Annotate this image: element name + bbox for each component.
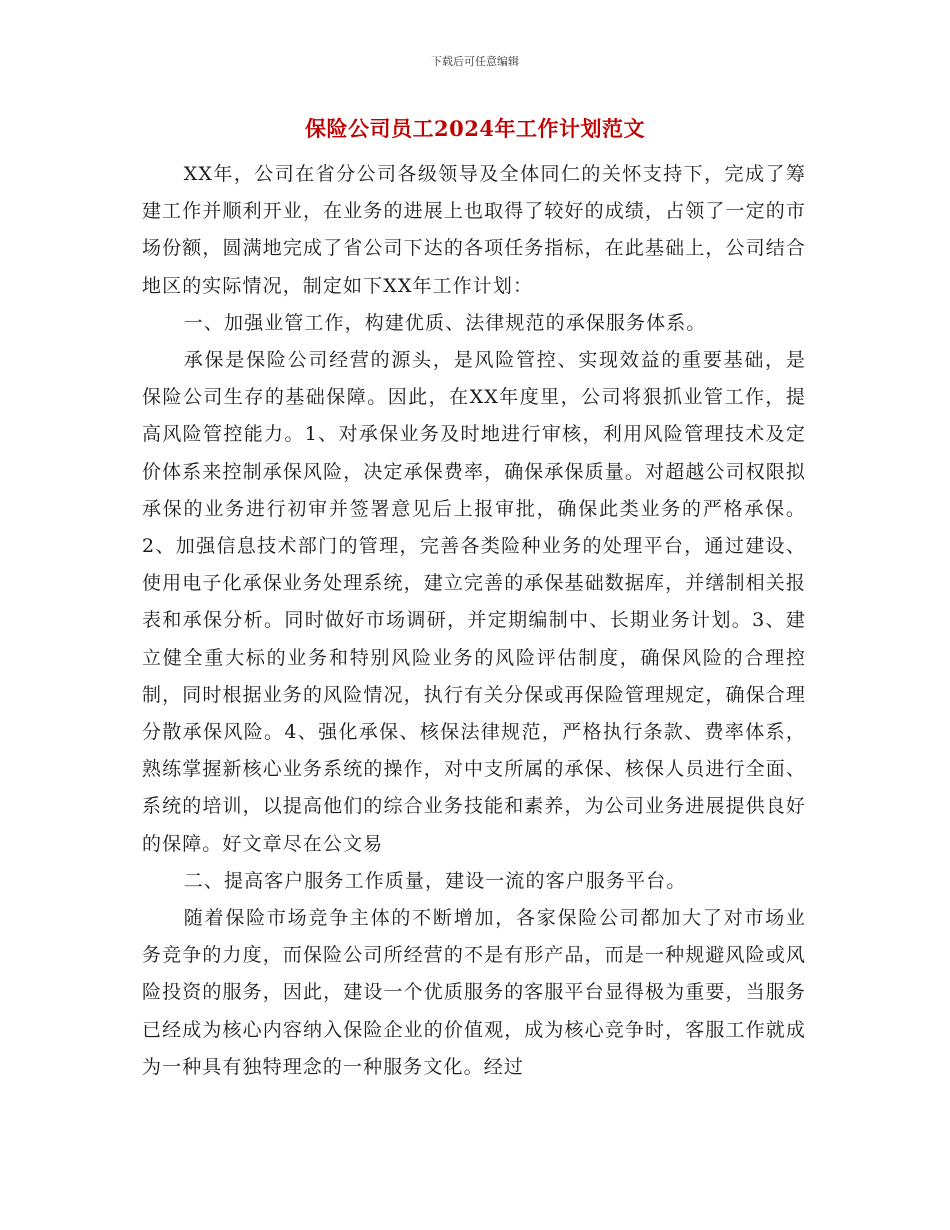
- paragraph-underwriting: 承保是保险公司经营的源头，是风险管控、实现效益的重要基础，是保险公司生存的基础保障。因此，在XX年度里，公司将狠抓业管工作，提高风险管控能力。1、对承保业务及时地进行审核，利用风险管理技术及定价体系来控制承保风险，决定承保费率，确保承保质量。对超越公司权限拟承保的业务进行初审并签署意见后上报审批，确保此类业务的严格承保。2、加强信息技术部门的管理，完善各类险种业务的处理平台，通过建设、使用电子化承保业务处理系统，建立完善的承保基础数据库，并缮制相关报表和承保分析。同时做好市场调研，并定期编制中、长期业务计划。3、建立健全重大标的业务和特别风险业务的风险评估制度，确保风险的合理控制，同时根据业务的风险情况，执行有关分保或再保险管理规定，确保合理分散承保风险。4、强化承保、核保法律规范，严格执行条款、费率体系，熟练掌握新核心业务系统的操作，对中支所属的承保、核保人员进行全面、系统的培训，以提高他们的综合业务技能和素养，为公司业务进展提供良好的保障。好文章尽在公文易: [142, 349, 806, 855]
- header-note: 下载后可任意编辑: [431, 55, 519, 68]
- paragraph-customer-service: 随着保险市场竞争主体的不断增加，各家保险公司都加大了对市场业务竞争的力度，而保险公司所经营的不是有形产品，而是一种规避风险或风险投资的服务，因此，建设一个优质服务的客服平台显得极为重要，当服务已经成为核心内容纳入保险企业的价值观，成为核心竞争时，客服工作就成为一种具有独特理念的一种服务文化。经过: [142, 907, 806, 1078]
- section-heading-2: 二、提高客户服务工作质量，建设一流的客户服务平台。: [183, 869, 687, 892]
- paragraph-intro: XX年，公司在省分公司各级领导及全体同仁的关怀支持下，完成了筹建工作并顺利开业，在业务的进展上也取得了较好的成绩，占领了一定的市场份额，圆满地完成了省公司下达的各项任务指标，在此基础上，公司结合地区的实际情况，制定如下XX年工作计划：: [142, 163, 806, 297]
- document-title: 保险公司员工2024年工作计划范文: [305, 116, 645, 141]
- section-heading-1: 一、加强业管工作，构建优质、法律规范的承保服务体系。: [183, 311, 707, 334]
- document-body: [142, 156, 806, 1086]
